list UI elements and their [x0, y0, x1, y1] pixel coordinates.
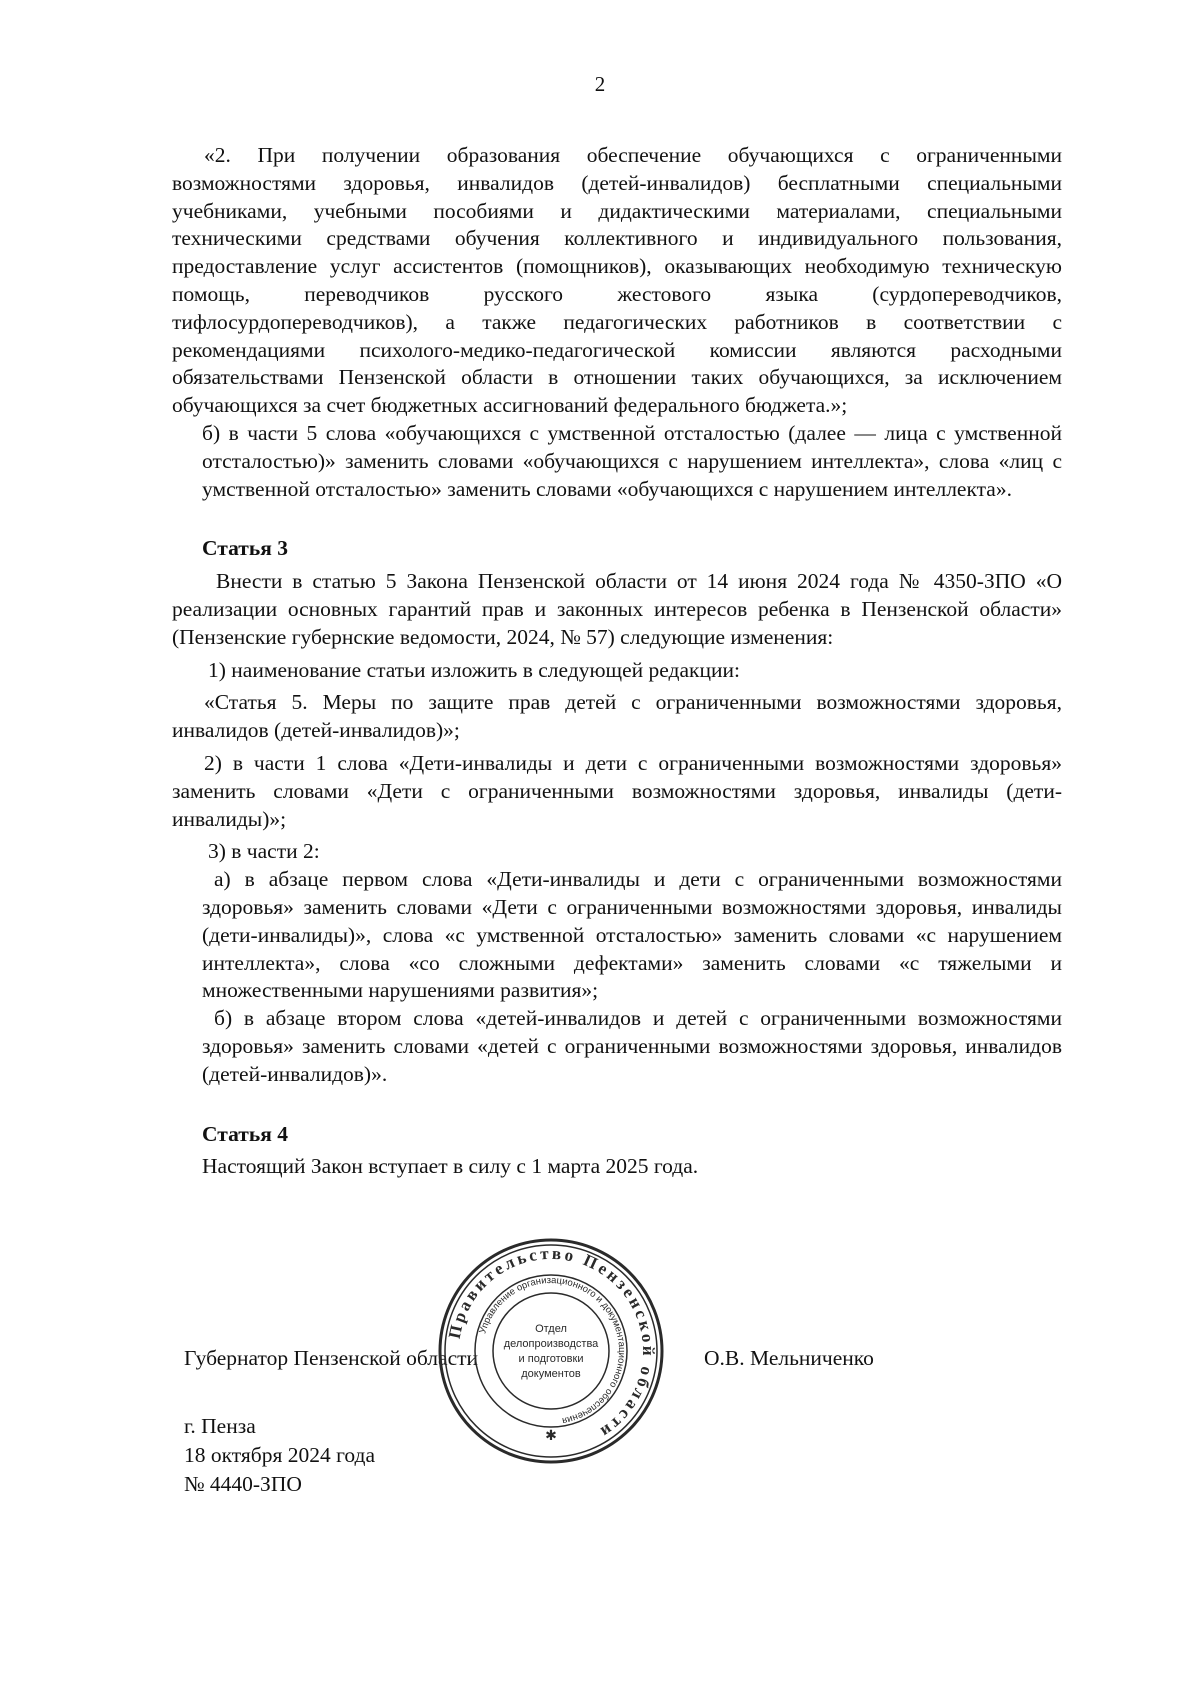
article-3-intro: Внести в статью 5 Закона Пензенской области от 14 июня 2024 года № 4350-ЗПО «О реализации основных гарантий прав и законных интересов ребенка в Пензенской области» (Пензенские губернские ведомости, 2024, № 57) следующие изменения:: [172, 569, 1062, 649]
footer-date: 18 октября 2024 года: [184, 1443, 376, 1467]
seal-center-line-4: документов: [521, 1368, 581, 1380]
article-3-heading: Статья 3: [202, 536, 288, 561]
seal-inner-ring-text: Управление организационного и документационного обеспечения: [477, 1274, 628, 1427]
article-5-new-title: «Статья 5. Меры по защите прав детей с ограниченными возможностями здоровья, инвалидов (детей-инвалидов)»;: [172, 690, 1062, 743]
item-3-a: а) в абзаце первом слова «Дети-инвалиды и дети с ограниченными возможностями здоровья» заменить словами «Дети с ограниченными возможностями здоровья, инвалиды (дети-инвалиды)», слова «с умственной отсталостью» заменить словами «с нарушением интеллекта», слова «со сложными дефектами» заменить словами «с тяжелыми и множественными нарушениями развития»;: [202, 867, 1062, 1003]
page-number: 2: [594, 72, 606, 96]
signature-name: О.В. Мельниченко: [704, 1346, 874, 1370]
paragraph-quote-part-2: «2. При получении образования обеспечение обучающихся с ограниченными возможностями здоровья, инвалидов (детей-инвалидов) бесплатными специальными учебниками, учебными пособиями и дидактическими материалами, специальными техническими средствами обучения коллективного и индивидуального пользования, предоставление услуг ассистентов (помощников), оказывающих необходимую техническую помощь, переводчиков русского жестового языка (сурдопереводчиков, тифлосурдопереводчиков), а также педагогических работников в соответствии с рекомендациями психолого-медико-педагогической комиссии являются расходными обязательствами Пензенской области в отношении таких обучающихся, за исключением обучающихся за счет бюджетных ассигнований федерального бюджета.»;: [172, 143, 1062, 418]
document-body: [172, 142, 1062, 1181]
seal-center-line-2: делопроизводства: [503, 1338, 599, 1350]
seal-star-icon: ✱: [545, 1428, 557, 1444]
item-2: 2) в части 1 слова «Дети-инвалиды и дети с ограниченными возможностями здоровья» заменить словами «Дети с ограниченными возможностями здоровья, инвалиды (дети-инвалиды)»;: [172, 750, 1062, 831]
official-seal-stamp: [436, 1236, 666, 1466]
seal-center-line-3: и подготовки: [518, 1353, 584, 1365]
signature-position: Губернатор Пензенской области: [184, 1346, 479, 1370]
footer-number: № 4440-ЗПО: [184, 1472, 302, 1496]
document-footer: [184, 1412, 375, 1499]
item-3: 3) в части 2:: [208, 839, 320, 864]
footer-city: г. Пенза: [184, 1414, 256, 1438]
seal-center-line-1: Отдел: [535, 1323, 567, 1335]
item-1: 1) наименование статьи изложить в следующей редакции:: [208, 657, 740, 682]
article-4-text: Настоящий Закон вступает в силу с 1 марта 2025 года.: [202, 1154, 699, 1179]
item-3-b: б) в абзаце втором слова «детей-инвалидов и детей с ограниченными возможностями здоровья» заменить словами «детей с ограниченными возможностями здоровья, инвалидов (детей-инвалидов)».: [202, 1006, 1062, 1086]
article-4-heading: Статья 4: [202, 1121, 288, 1146]
seal-outer-text: Правительство Пензенской области: [444, 1243, 659, 1444]
paragraph-item-b-part-5: б) в части 5 слова «обучающихся с умственной отсталостью (далее — лица с умственной отсталостью)» заменить словами «обучающихся с нарушением интеллекта», слова «лиц с умственной отсталостью» заменить словами «обучающихся с нарушением интеллекта».: [202, 420, 1062, 501]
